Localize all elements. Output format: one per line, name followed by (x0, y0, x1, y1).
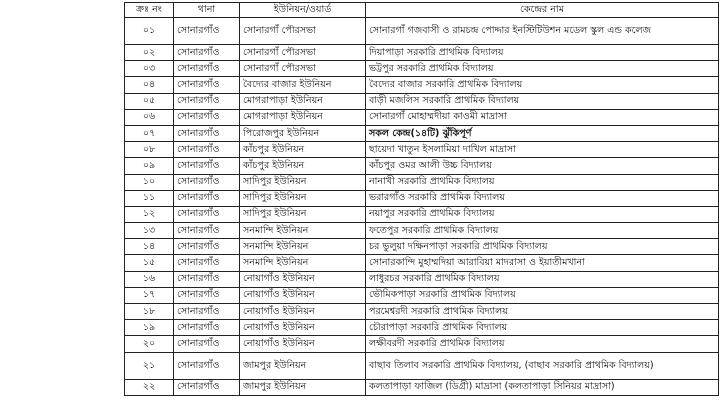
thana-cell: সোনারগাঁও (174, 352, 240, 379)
center-name-cell: বৈদ্যের বাজার সরকারি প্রাথমিক বিদ্যালয় (366, 77, 719, 93)
table-row (125, 287, 719, 303)
serial-number-cell: ১২ (125, 206, 174, 222)
table-row (125, 190, 719, 206)
serial-number-cell: ১৬ (125, 271, 174, 287)
center-name-cell: নানাখী সরকারি প্রাথমিক বিদ্যালয় (366, 174, 719, 190)
table-row (125, 45, 719, 61)
center-name-cell: চৌরাপাড়া সরকারি প্রাথমিক বিদ্যালয় (366, 320, 719, 336)
table-row (125, 142, 719, 158)
table-row (125, 61, 719, 77)
thana-cell: সোনারগাঁও (174, 93, 240, 109)
center-name-cell: নয়াপুর সরকারি প্রাথমিক বিদ্যালয় (366, 206, 719, 222)
center-name-cell: ছায়েদা খাতুন ইসলামিয়া দাখিল মাদ্রাসা (366, 142, 719, 158)
serial-number-cell: ১১ (125, 190, 174, 206)
thana-cell: সোনারগাঁও (174, 174, 240, 190)
serial-number-cell: ০৬ (125, 109, 174, 125)
polling-center-table (124, 2, 719, 396)
union-ward-cell: জামপুর ইউনিয়ন (240, 352, 366, 379)
union-ward-cell: সোনারগাঁ পৌরসভা (240, 18, 366, 45)
table-row (125, 239, 719, 255)
table-row (125, 352, 719, 379)
serial-number-cell: ০৫ (125, 93, 174, 109)
union-ward-cell: সনমান্দি ইউনিয়ন (240, 223, 366, 239)
union-ward-cell: বৈদ্যের বাজার ইউনিয়ন (240, 77, 366, 93)
table-row (125, 77, 719, 93)
thana-cell: সোনারগাঁও (174, 223, 240, 239)
serial-number-cell: ০৩ (125, 61, 174, 77)
union-ward-cell: সোনারগাঁ পৌরসভা (240, 61, 366, 77)
thana-cell: সোনারগাঁও (174, 142, 240, 158)
serial-number-cell: ২২ (125, 379, 174, 395)
thana-cell: সোনারগাঁও (174, 255, 240, 271)
table-row (125, 158, 719, 174)
serial-number-cell: ২১ (125, 352, 174, 379)
union-ward-cell: নোয়াগাঁও ইউনিয়ন (240, 271, 366, 287)
table-row (125, 223, 719, 239)
thana-cell: সোনারগাঁও (174, 45, 240, 61)
table-row (125, 379, 719, 395)
center-name-cell: কাঁচপুর ওমর আলী উচ্চ বিদ্যালয় (366, 158, 719, 174)
center-name-cell: লক্ষীবরদী সরকারি প্রাথমিক বিদ্যালয় (366, 336, 719, 352)
thana-cell: সোনারগাঁও (174, 239, 240, 255)
serial-number-cell: ১৯ (125, 320, 174, 336)
center-name-cell: সোনারকান্দি মুহাম্মদিয়া আরাবিয়া মাদরাসা ও ইয়াতীমখানা (366, 255, 719, 271)
thana-cell: সোনারগাঁও (174, 125, 240, 141)
table-row (125, 174, 719, 190)
union-ward-cell: নোয়াগাঁও ইউনিয়ন (240, 304, 366, 320)
union-ward-cell: নোয়াগাঁও ইউনিয়ন (240, 320, 366, 336)
union-ward-cell: নোয়াগাঁও ইউনিয়ন (240, 336, 366, 352)
thana-cell: সোনারগাঁও (174, 18, 240, 45)
thana-cell: সোনারগাঁও (174, 336, 240, 352)
union-ward-cell: সাদিপুর ইউনিয়ন (240, 206, 366, 222)
table-body (125, 18, 719, 396)
center-name-cell: ভট্টপুর সরকারি প্রাথমিক বিদ্যালয় (366, 61, 719, 77)
union-ward-cell: সাদিপুর ইউনিয়ন (240, 174, 366, 190)
header-thana: থানা (174, 3, 240, 18)
center-name-cell: লাধুরচর সরকারি প্রাথমিক বিদ্যালয় (366, 271, 719, 287)
serial-number-cell: ২০ (125, 336, 174, 352)
center-name-cell: বাড়ী মজলিস সরকারি প্রাথমিক বিদ্যালয় (366, 93, 719, 109)
center-name-cell: ফতেপুর সরকারি প্রাথমিক বিদ্যালয় (366, 223, 719, 239)
center-name-cell: বাছাব তিলাব সরকারি প্রাথমিক বিদ্যালয়, (বাছাব সরকারি প্রাথমিক বিদ্যালয়) (366, 352, 719, 379)
thana-cell: সোনারগাঁও (174, 77, 240, 93)
thana-cell: সোনারগাঁও (174, 158, 240, 174)
table-header-row (125, 3, 719, 18)
serial-number-cell: ১৮ (125, 304, 174, 320)
table-row (125, 336, 719, 352)
union-ward-cell: পিরোজপুর ইউনিয়ন (240, 125, 366, 141)
center-name-cell: সোনারগাঁ মোহাম্মদীয়া কাওমী মাদ্রাসা (366, 109, 719, 125)
table-row (125, 109, 719, 125)
table-row (125, 304, 719, 320)
union-ward-cell: সোনারগাঁ পৌরসভা (240, 45, 366, 61)
serial-number-cell: ০৯ (125, 158, 174, 174)
center-name-cell: কলতাপাড়া ফাজিল (ডিগ্রী) মাদ্রাসা (কলতাপাড়া সিনিয়র মাদ্রাসা) (366, 379, 719, 395)
union-ward-cell: কাঁচপুর ইউনিয়ন (240, 142, 366, 158)
union-ward-cell: মোগরাপাড়া ইউনিয়ন (240, 109, 366, 125)
union-ward-cell: সাদিপুর ইউনিয়ন (240, 190, 366, 206)
serial-number-cell: ১৩ (125, 223, 174, 239)
serial-number-cell: ০৮ (125, 142, 174, 158)
table-row (125, 93, 719, 109)
header-center-name: কেন্দ্রের নাম (366, 3, 719, 18)
serial-number-cell: ১০ (125, 174, 174, 190)
center-name-cell: পরমেশ্বরদী সরকারি প্রাথমিক বিদ্যালয় (366, 304, 719, 320)
thana-cell: সোনারগাঁও (174, 206, 240, 222)
thana-cell: সোনারগাঁও (174, 61, 240, 77)
center-name-cell: দিয়াপাড়া সরকারি প্রাথমিক বিদ্যালয় (366, 45, 719, 61)
union-ward-cell: সনমান্দি ইউনিয়ন (240, 255, 366, 271)
union-ward-cell: কাঁচপুর ইউনিয়ন (240, 158, 366, 174)
thana-cell: সোনারগাঁও (174, 190, 240, 206)
thana-cell: সোনারগাঁও (174, 287, 240, 303)
union-ward-cell: নোয়াগাঁও ইউনিয়ন (240, 287, 366, 303)
table-row (125, 255, 719, 271)
center-name-cell: সকল কেন্দ্র(১৪টি) ঝুঁকিপূর্ণ (366, 125, 719, 141)
serial-number-cell: ০১ (125, 18, 174, 45)
thana-cell: সোনারগাঁও (174, 379, 240, 395)
serial-number-cell: ০৭ (125, 125, 174, 141)
table-row (125, 320, 719, 336)
table-row (125, 206, 719, 222)
serial-number-cell: ১৫ (125, 255, 174, 271)
center-name-cell: চর ভুলুয়া দক্ষিনপাড়া সরকারি প্রাথমিক বিদ্যালয় (366, 239, 719, 255)
thana-cell: সোনারগাঁও (174, 109, 240, 125)
serial-number-cell: ০৪ (125, 77, 174, 93)
table-row (125, 18, 719, 45)
thana-cell: সোনারগাঁও (174, 304, 240, 320)
center-name-cell: ভরারগাঁও সরকারি প্রাথমিক বিদ্যালয় (366, 190, 719, 206)
polling-center-document (124, 2, 718, 396)
union-ward-cell: জামপুর ইউনিয়ন (240, 379, 366, 395)
table-row (125, 271, 719, 287)
header-union-ward: ইউনিয়ন/ওয়ার্ড (240, 3, 366, 18)
serial-number-cell: ১৭ (125, 287, 174, 303)
union-ward-cell: সনমান্দি ইউনিয়ন (240, 239, 366, 255)
thana-cell: সোনারগাঁও (174, 271, 240, 287)
serial-number-cell: ০২ (125, 45, 174, 61)
center-name-cell: ভৌমিকপাড়া সরকারি প্রাথমিক বিদ্যালয় (366, 287, 719, 303)
center-name-cell: সোনারগাঁ গজবাসী ও রামচন্দ্র পোদ্দার ইনস্টিটিউশন মডেল স্কুল এন্ড কলেজ (366, 18, 719, 45)
header-serial-number: ক্রঃ নং (125, 3, 174, 18)
union-ward-cell: মোগরাপাড়া ইউনিয়ন (240, 93, 366, 109)
thana-cell: সোনারগাঁও (174, 320, 240, 336)
serial-number-cell: ১৪ (125, 239, 174, 255)
table-row (125, 125, 719, 141)
